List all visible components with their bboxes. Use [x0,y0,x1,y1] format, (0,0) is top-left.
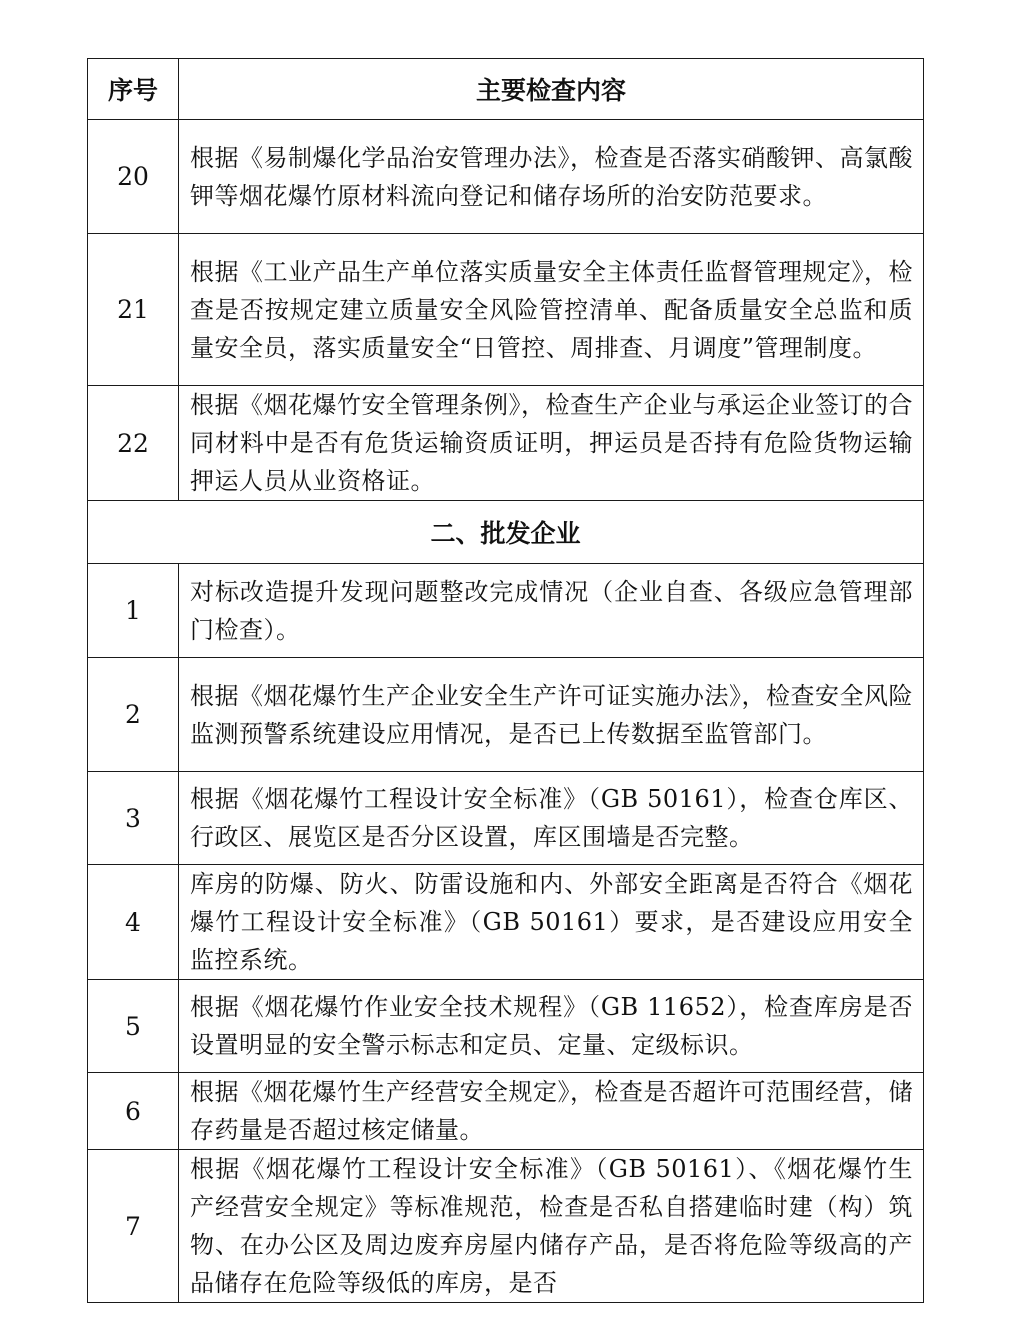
row-content: 根据《烟花爆竹作业安全技术规程》（GB 11652），检查库房是否设置明显的安全警示标志和定员、定量、定级标识。 [179,980,924,1073]
row-content: 根据《烟花爆竹工程设计安全标准》（GB 50161），检查仓库区、行政区、展览区是否分区设置，库区围墙是否完整。 [179,772,924,865]
row-number: 6 [88,1073,179,1150]
section-title: 二、批发企业 [88,501,924,564]
section-row [88,501,924,564]
table-row [88,1150,924,1303]
row-number: 5 [88,980,179,1073]
table-row [88,120,924,234]
header-content: 主要检查内容 [179,59,924,120]
row-content: 对标改造提升发现问题整改完成情况（企业自查、各级应急管理部门检查）。 [179,564,924,658]
table-body-part1 [88,120,924,501]
table-row [88,980,924,1073]
row-content: 根据《工业产品生产单位落实质量安全主体责任监督管理规定》，检查是否按规定建立质量安全风险管控清单、配备质量安全总监和质量安全员，落实质量安全“日管控、周排查、月调度”管理制度。 [179,234,924,386]
table-row [88,1073,924,1150]
row-content: 库房的防爆、防火、防雷设施和内、外部安全距离是否符合《烟花爆竹工程设计安全标准》（GB 50161）要求，是否建设应用安全监控系统。 [179,865,924,980]
row-number: 20 [88,120,179,234]
row-number: 3 [88,772,179,865]
table-header-row [88,59,924,120]
row-number: 4 [88,865,179,980]
row-number: 21 [88,234,179,386]
row-number: 22 [88,386,179,501]
table-row [88,772,924,865]
header-num: 序号 [88,59,179,120]
row-content: 根据《烟花爆竹生产经营安全规定》，检查是否超许可范围经营，储存药量是否超过核定储量。 [179,1073,924,1150]
row-content: 根据《烟花爆竹生产企业安全生产许可证实施办法》，检查安全风险监测预警系统建设应用情况，是否已上传数据至监管部门。 [179,658,924,772]
row-number: 1 [88,564,179,658]
table-row [88,234,924,386]
row-content: 根据《易制爆化学品治安管理办法》，检查是否落实硝酸钾、高氯酸钾等烟花爆竹原材料流向登记和储存场所的治安防范要求。 [179,120,924,234]
table-row [88,564,924,658]
row-number: 7 [88,1150,179,1303]
section-row-group [88,501,924,564]
table-body-part2 [88,564,924,1303]
row-number: 2 [88,658,179,772]
table-row [88,658,924,772]
row-content: 根据《烟花爆竹安全管理条例》，检查生产企业与承运企业签订的合同材料中是否有危货运输资质证明，押运员是否持有危险货物运输押运人员从业资格证。 [179,386,924,501]
row-content: 根据《烟花爆竹工程设计安全标准》（GB 50161）、《烟花爆竹生产经营安全规定》等标准规范，检查是否私自搭建临时建（构）筑物、在办公区及周边废弃房屋内储存产品，是否将危险等级高的产品储存在危险等级低的库房，是否 [179,1150,924,1303]
inspection-table [87,58,924,1303]
table-row [88,386,924,501]
table-row [88,865,924,980]
